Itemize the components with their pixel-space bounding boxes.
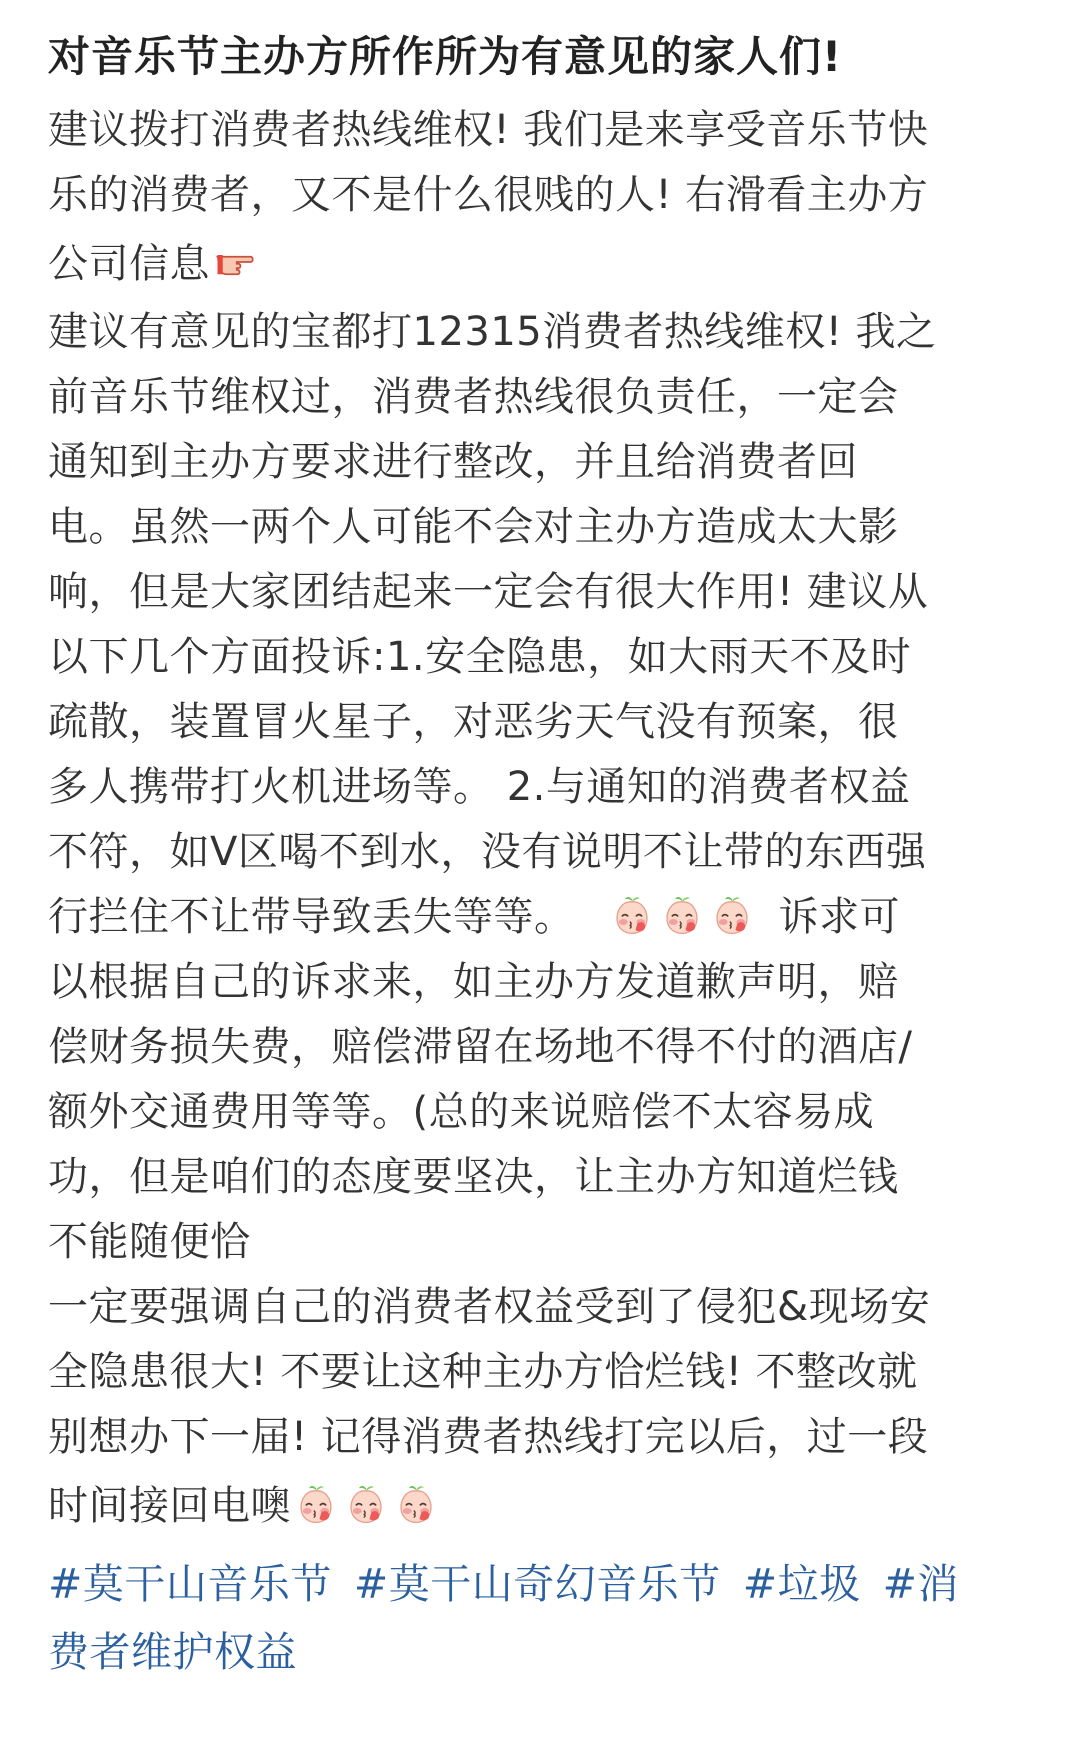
- hashtag-line: [48, 1618, 1036, 1686]
- body-line: 以根据自己的诉求来，如主办方发道歉声明，赔: [48, 959, 899, 1005]
- body-line: 全隐患很大! 不要让这种主办方恰烂钱! 不整改就: [48, 1349, 918, 1395]
- body-text: 公司信息: [48, 241, 210, 287]
- hashtag-list: [48, 1550, 1036, 1686]
- blushing-peach-face-icon: [395, 1483, 437, 1525]
- hashtag-line: [48, 1550, 1036, 1618]
- body-line: 乐的消费者，又不是什么很贱的人! 右滑看主办方: [48, 172, 929, 218]
- right-pointing-hand-icon: [214, 241, 256, 283]
- hashtag-link[interactable]: #垃圾: [742, 1560, 861, 1608]
- body-line: 偿财务损失费，赔偿滞留在场地不得不付的酒店/: [48, 1024, 913, 1070]
- blushing-peach-face-icon: [295, 1483, 337, 1525]
- body-line: [48, 885, 1036, 950]
- hashtag-link[interactable]: #莫干山音乐节: [48, 1560, 332, 1608]
- body-line: 不能随便恰: [48, 1219, 251, 1265]
- body-line: 功，但是咱们的态度要坚决，让主办方知道烂钱: [48, 1154, 899, 1200]
- body-line: 不符，如V区喝不到水，没有说明不让带的东西强: [48, 829, 927, 875]
- body-line: 别想办下一届! 记得消费者热线打完以后，过一段: [48, 1414, 929, 1460]
- body-line: 建议拨打消费者热线维权! 我们是来享受音乐节快: [48, 107, 929, 153]
- body-line: 疏散，装置冒火星子，对恶劣天气没有预案，很: [48, 699, 899, 745]
- body-line: 电。虽然一两个人可能不会对主办方造成太大影: [48, 504, 899, 550]
- body-line: 多人携带打火机进场等。 2.与通知的消费者权益: [48, 764, 911, 810]
- blushing-peach-face-icon: [345, 1483, 387, 1525]
- post-title: 对音乐节主办方所作所为有意见的家人们!: [48, 32, 843, 81]
- body-line: [48, 228, 1036, 300]
- post-body: [48, 98, 1036, 1542]
- hashtag-link[interactable]: #莫干山奇幻音乐节: [353, 1560, 721, 1608]
- body-line: 额外交通费用等等。(总的来说赔偿不太容易成: [48, 1089, 875, 1135]
- body-line: 响，但是大家团结起来一定会有很大作用! 建议从: [48, 569, 929, 615]
- blushing-peach-face-icon: [711, 894, 753, 936]
- body-line: 通知到主办方要求进行整改，并且给消费者回: [48, 439, 858, 485]
- body-text: 诉求可: [778, 894, 900, 940]
- body-line: 一定要强调自己的消费者权益受到了侵犯&现场安: [48, 1284, 931, 1330]
- body-line: 前音乐节维权过，消费者热线很负责任，一定会: [48, 374, 899, 420]
- body-line: [48, 1470, 1036, 1542]
- hashtag-link[interactable]: 费者维护权益: [48, 1628, 297, 1676]
- body-line: 建议有意见的宝都打12315消费者热线维权! 我之: [48, 309, 937, 355]
- hashtag-link[interactable]: #消: [882, 1560, 959, 1608]
- body-line: 以下几个方面投诉:1.安全隐患，如大雨天不及时: [48, 634, 912, 680]
- blushing-peach-face-icon: [611, 894, 653, 936]
- blushing-peach-face-icon: [661, 894, 703, 936]
- body-text: 行拦住不让带导致丢失等等。: [48, 894, 575, 940]
- body-text: 时间接回电噢: [48, 1483, 291, 1529]
